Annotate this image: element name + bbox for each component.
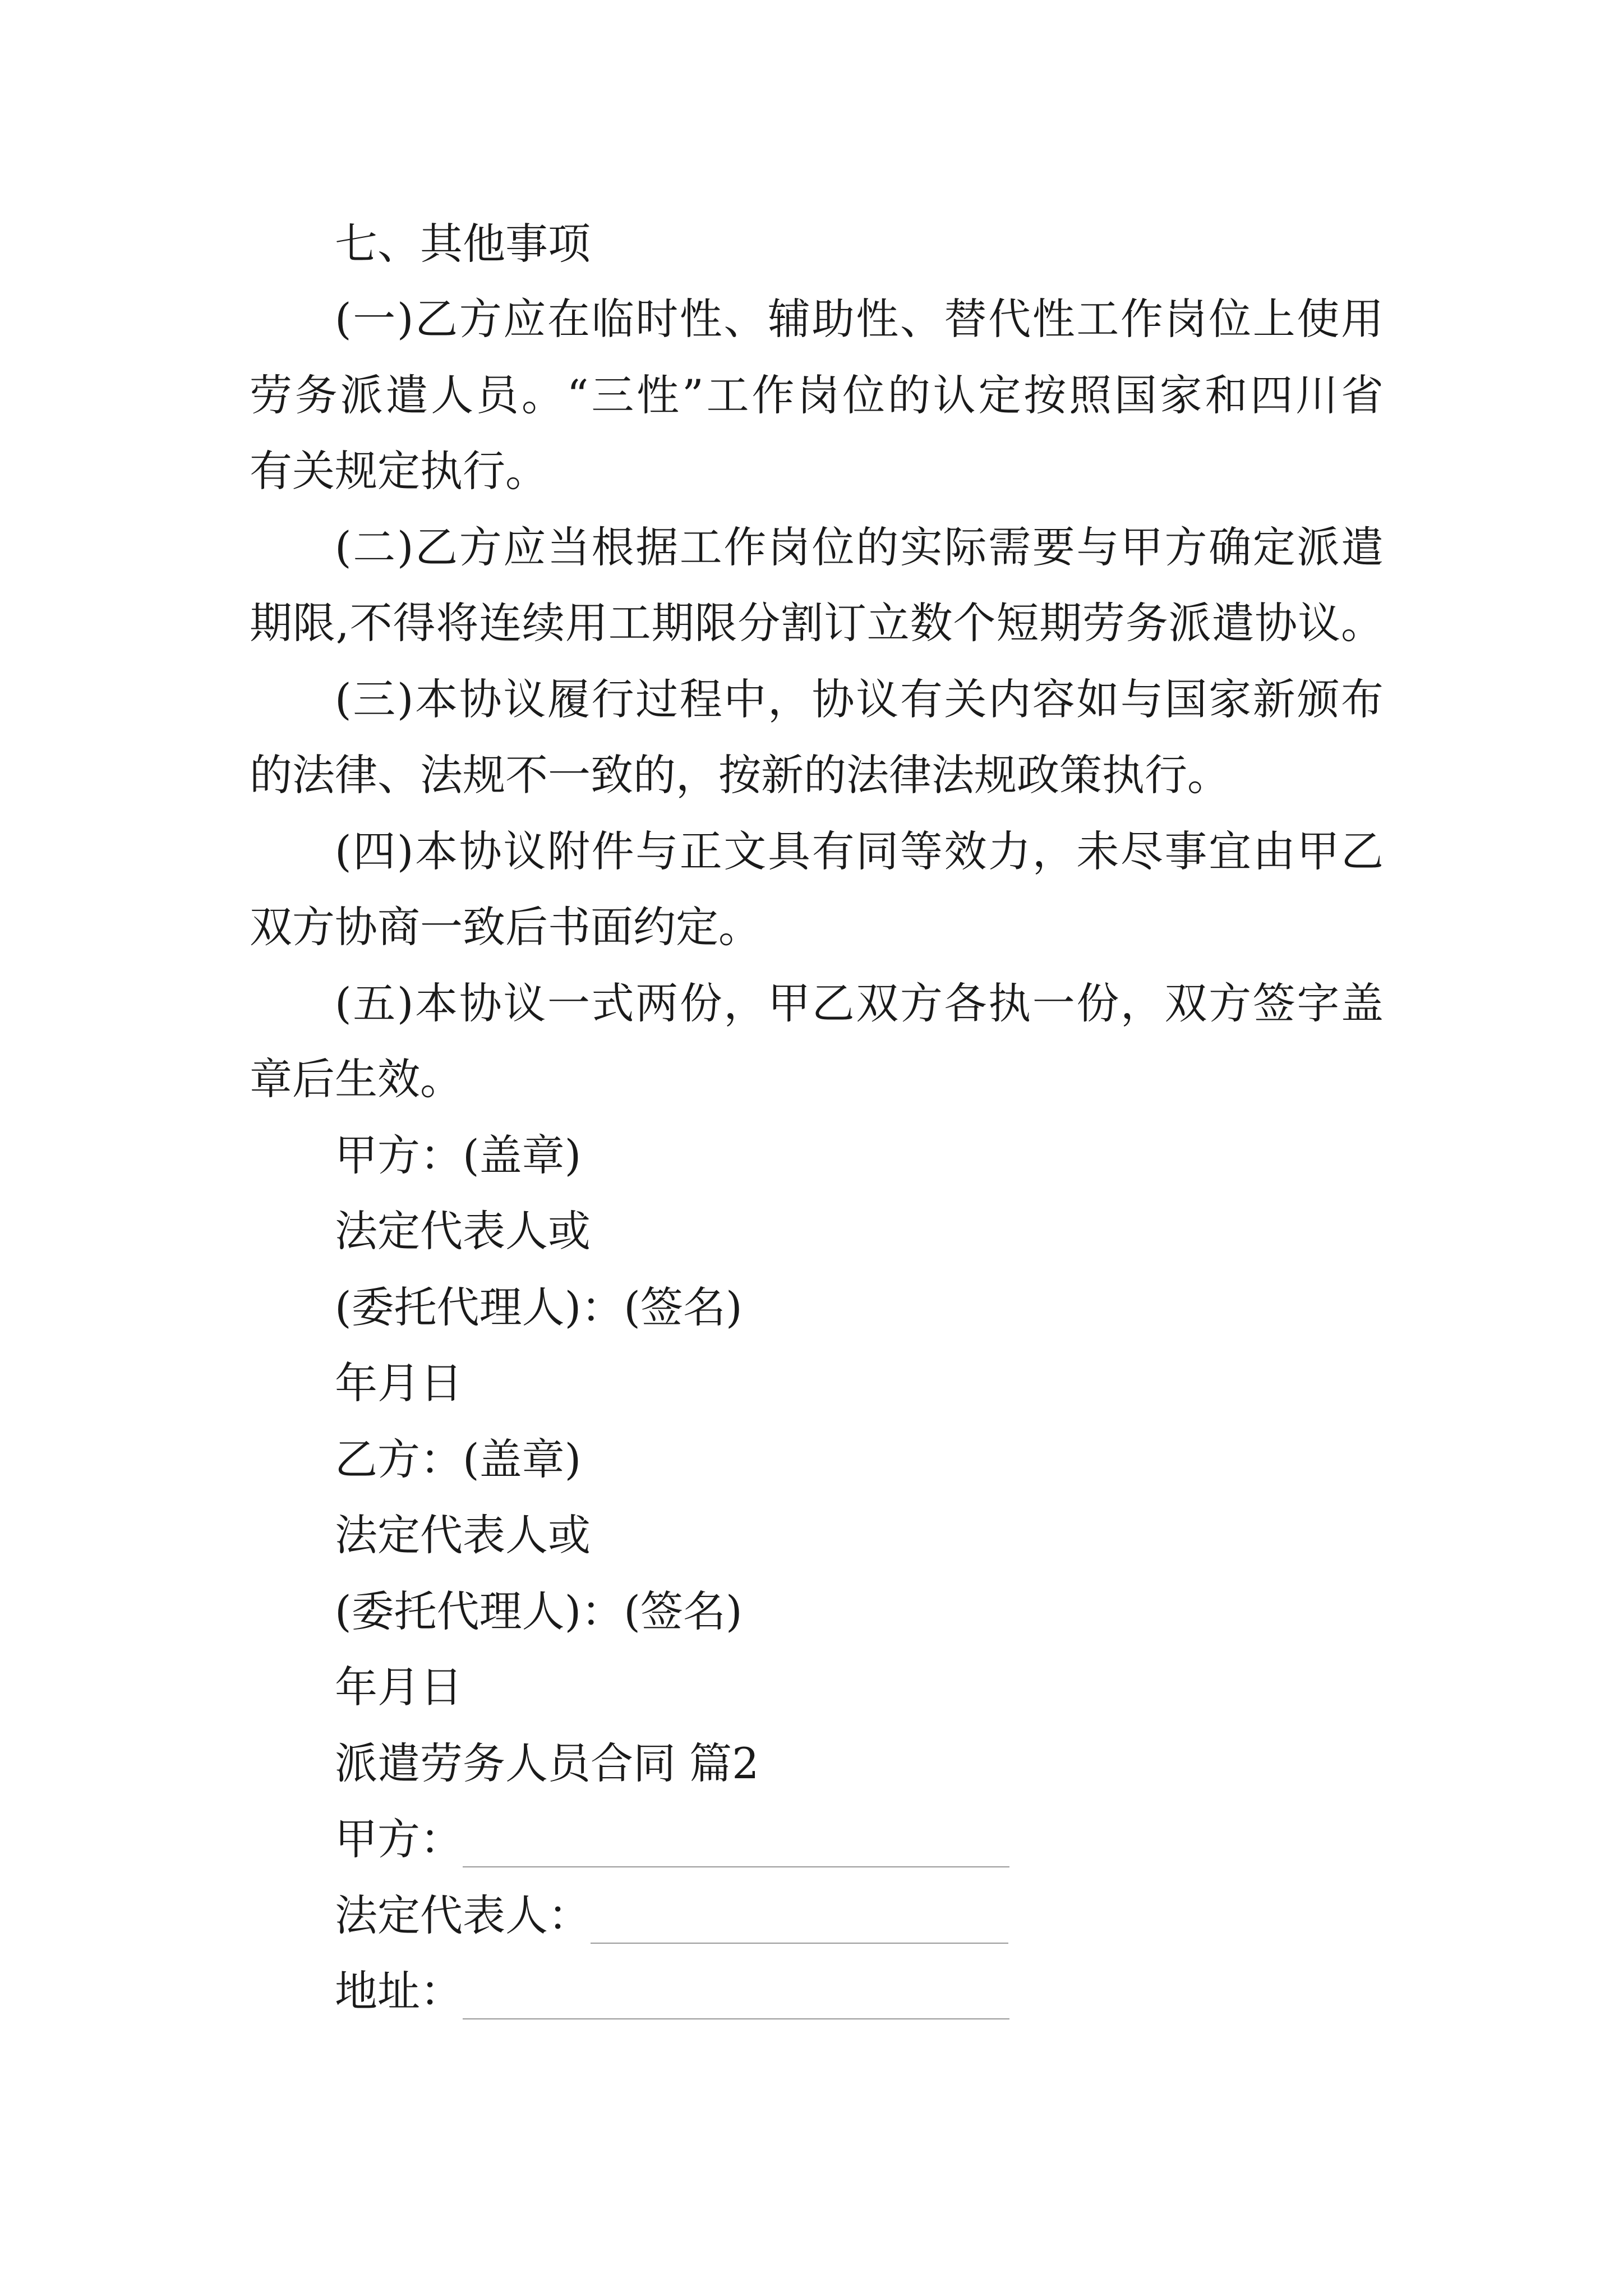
party-a-seal: 甲方：(盖章): [335, 1130, 582, 1180]
address-blank[interactable]: [463, 1973, 1009, 2019]
clause-3-line-2: 的法律、法规不一致的，按新的法律法规政策执行。: [250, 750, 1230, 800]
legal-rep-field-label: 法定代表人：: [335, 1890, 591, 1940]
clause-1-line-2: 劳务派遣人员。“三性”工作岗位的认定按照国家和四川省: [250, 370, 1384, 420]
party-a-blank[interactable]: [463, 1821, 1009, 1867]
party-a-rep-line-1: 法定代表人或: [335, 1206, 591, 1256]
party-b-date: 年月日: [335, 1662, 463, 1712]
clause-1-line-1: (一)乙方应在临时性、辅助性、替代性工作岗位上使用: [335, 294, 1384, 344]
clause-2-line-1: (二)乙方应当根据工作岗位的实际需要与甲方确定派遣: [335, 522, 1384, 572]
section-heading: 七、其他事项: [335, 219, 591, 269]
party-a-field-label: 甲方：: [335, 1814, 463, 1864]
party-a-date: 年月日: [335, 1358, 463, 1408]
clause-1-line-3: 有关规定执行。: [250, 446, 548, 496]
clause-4-line-2: 双方协商一致后书面约定。: [250, 902, 761, 952]
next-contract-title: 派遣劳务人员合同 篇2: [335, 1738, 759, 1788]
party-a-field: [335, 1811, 1009, 1867]
clause-5-line-2: 章后生效。: [250, 1054, 463, 1104]
party-b-rep-line-2: (委托代理人)：(签名): [335, 1586, 743, 1636]
clause-4-line-1: (四)本协议附件与正文具有同等效力，未尽事宜由甲乙: [335, 826, 1384, 876]
party-b-seal: 乙方：(盖章): [335, 1434, 582, 1484]
party-b-rep-line-1: 法定代表人或: [335, 1510, 591, 1560]
legal-rep-field: [335, 1888, 1008, 1944]
address-field-label: 地址：: [335, 1966, 463, 2016]
clause-2-line-2: 期限,不得将连续用工期限分割订立数个短期劳务派遣协议。: [250, 598, 1384, 648]
party-a-rep-line-2: (委托代理人)：(签名): [335, 1282, 743, 1332]
legal-rep-blank[interactable]: [591, 1898, 1008, 1944]
clause-5-line-1: (五)本协议一式两份，甲乙双方各执一份，双方签字盖: [335, 978, 1384, 1028]
address-field: [335, 1963, 1009, 2019]
clause-3-line-1: (三)本协议履行过程中，协议有关内容如与国家新颁布: [335, 674, 1384, 724]
